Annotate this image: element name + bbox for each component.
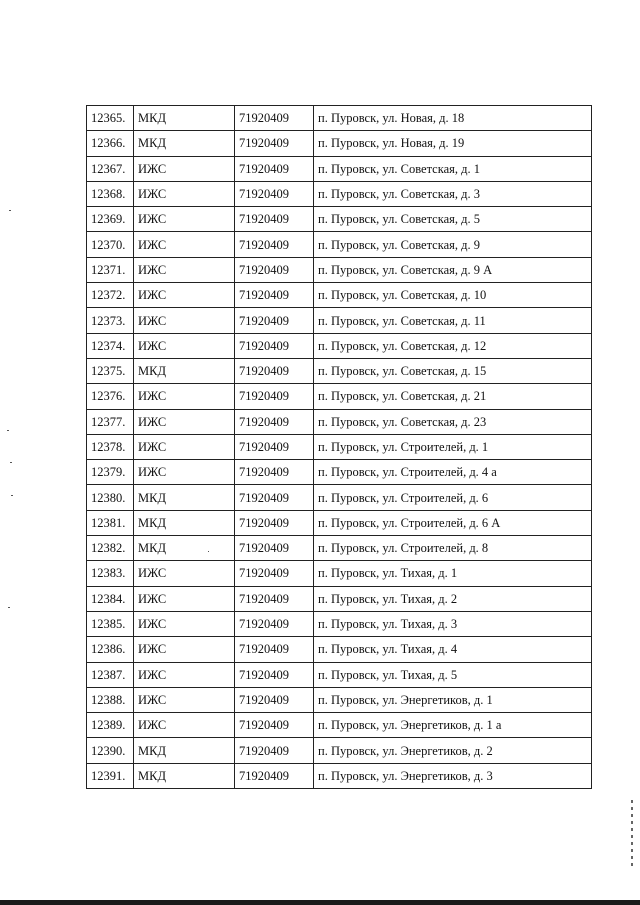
oktmo-code: 71920409 xyxy=(235,358,314,383)
address: п. Пуровск, ул. Советская, д. 15 xyxy=(314,358,592,383)
table-row xyxy=(87,232,592,257)
table-row xyxy=(87,662,592,687)
address: п. Пуровск, ул. Советская, д. 5 xyxy=(314,207,592,232)
address: п. Пуровск, ул. Строителей, д. 6 А xyxy=(314,510,592,535)
oktmo-code: 71920409 xyxy=(235,763,314,788)
address: п. Пуровск, ул. Советская, д. 9 А xyxy=(314,257,592,282)
table-row xyxy=(87,434,592,459)
oktmo-code: 71920409 xyxy=(235,460,314,485)
building-type: ИЖС xyxy=(134,611,235,636)
row-number: 12372. xyxy=(87,283,134,308)
oktmo-code: 71920409 xyxy=(235,156,314,181)
oktmo-code: 71920409 xyxy=(235,738,314,763)
address: п. Пуровск, ул. Энергетиков, д. 1 а xyxy=(314,713,592,738)
row-number: 12369. xyxy=(87,207,134,232)
row-number: 12374. xyxy=(87,333,134,358)
oktmo-code: 71920409 xyxy=(235,333,314,358)
row-number: 12379. xyxy=(87,460,134,485)
building-type: МКД xyxy=(134,763,235,788)
oktmo-code: 71920409 xyxy=(235,283,314,308)
row-number: 12378. xyxy=(87,434,134,459)
oktmo-code: 71920409 xyxy=(235,181,314,206)
table-row xyxy=(87,460,592,485)
oktmo-code: 71920409 xyxy=(235,106,314,131)
scan-speck xyxy=(8,607,10,608)
address-registry-table xyxy=(86,105,592,789)
row-number: 12376. xyxy=(87,384,134,409)
building-type: МКД xyxy=(134,738,235,763)
row-number: 12387. xyxy=(87,662,134,687)
building-type: ИЖС xyxy=(134,637,235,662)
table-row xyxy=(87,763,592,788)
address: п. Пуровск, ул. Энергетиков, д. 3 xyxy=(314,763,592,788)
table-row xyxy=(87,257,592,282)
building-type: ИЖС xyxy=(134,561,235,586)
row-number: 12375. xyxy=(87,358,134,383)
oktmo-code: 71920409 xyxy=(235,536,314,561)
building-type: МКД xyxy=(134,485,235,510)
scan-edge-mark xyxy=(631,800,633,870)
address: п. Пуровск, ул. Энергетиков, д. 2 xyxy=(314,738,592,763)
table-row xyxy=(87,384,592,409)
address: п. Пуровск, ул. Советская, д. 23 xyxy=(314,409,592,434)
row-number: 12365. xyxy=(87,106,134,131)
address: п. Пуровск, ул. Тихая, д. 3 xyxy=(314,611,592,636)
address: п. Пуровск, ул. Советская, д. 12 xyxy=(314,333,592,358)
table-row xyxy=(87,586,592,611)
address: п. Пуровск, ул. Новая, д. 18 xyxy=(314,106,592,131)
building-type: МКД xyxy=(134,106,235,131)
building-type: ИЖС xyxy=(134,460,235,485)
address: п. Пуровск, ул. Советская, д. 11 xyxy=(314,308,592,333)
scan-speck xyxy=(11,495,13,496)
row-number: 12391. xyxy=(87,763,134,788)
table-row xyxy=(87,687,592,712)
building-type: ИЖС xyxy=(134,207,235,232)
building-type: ИЖС xyxy=(134,283,235,308)
building-type: ИЖС xyxy=(134,333,235,358)
building-type: ИЖС xyxy=(134,181,235,206)
address: п. Пуровск, ул. Строителей, д. 6 xyxy=(314,485,592,510)
table-row xyxy=(87,156,592,181)
building-type: ИЖС xyxy=(134,713,235,738)
oktmo-code: 71920409 xyxy=(235,434,314,459)
oktmo-code: 71920409 xyxy=(235,409,314,434)
table-row xyxy=(87,283,592,308)
table-row xyxy=(87,333,592,358)
address: п. Пуровск, ул. Новая, д. 19 xyxy=(314,131,592,156)
address: п. Пуровск, ул. Тихая, д. 2 xyxy=(314,586,592,611)
address: п. Пуровск, ул. Советская, д. 10 xyxy=(314,283,592,308)
row-number: 12373. xyxy=(87,308,134,333)
building-type: ИЖС xyxy=(134,687,235,712)
row-number: 12370. xyxy=(87,232,134,257)
address: п. Пуровск, ул. Советская, д. 21 xyxy=(314,384,592,409)
row-number: 12384. xyxy=(87,586,134,611)
building-type: МКД xyxy=(134,510,235,535)
oktmo-code: 71920409 xyxy=(235,713,314,738)
scan-speck xyxy=(7,430,9,431)
row-number: 12368. xyxy=(87,181,134,206)
building-type: ИЖС xyxy=(134,384,235,409)
scan-bottom-edge xyxy=(0,900,640,905)
table-row xyxy=(87,106,592,131)
oktmo-code: 71920409 xyxy=(235,485,314,510)
building-type: МКД xyxy=(134,131,235,156)
building-type: ИЖС xyxy=(134,434,235,459)
address: п. Пуровск, ул. Тихая, д. 1 xyxy=(314,561,592,586)
building-type: ИЖС xyxy=(134,586,235,611)
row-number: 12385. xyxy=(87,611,134,636)
building-type: ИЖС xyxy=(134,232,235,257)
oktmo-code: 71920409 xyxy=(235,207,314,232)
address: п. Пуровск, ул. Строителей, д. 8 xyxy=(314,536,592,561)
oktmo-code: 71920409 xyxy=(235,611,314,636)
table-row xyxy=(87,308,592,333)
address: п. Пуровск, ул. Тихая, д. 4 xyxy=(314,637,592,662)
table-row xyxy=(87,485,592,510)
row-number: 12366. xyxy=(87,131,134,156)
building-type: МКД xyxy=(134,536,235,561)
address: п. Пуровск, ул. Строителей, д. 4 а xyxy=(314,460,592,485)
oktmo-code: 71920409 xyxy=(235,561,314,586)
oktmo-code: 71920409 xyxy=(235,232,314,257)
oktmo-code: 71920409 xyxy=(235,510,314,535)
row-number: 12389. xyxy=(87,713,134,738)
row-number: 12386. xyxy=(87,637,134,662)
registry-table-body xyxy=(87,106,592,789)
oktmo-code: 71920409 xyxy=(235,687,314,712)
address: п. Пуровск, ул. Советская, д. 3 xyxy=(314,181,592,206)
table-row xyxy=(87,409,592,434)
oktmo-code: 71920409 xyxy=(235,308,314,333)
table-row xyxy=(87,713,592,738)
table-row xyxy=(87,738,592,763)
row-number: 12380. xyxy=(87,485,134,510)
building-type: ИЖС xyxy=(134,308,235,333)
table-row xyxy=(87,637,592,662)
row-number: 12382. xyxy=(87,536,134,561)
row-number: 12381. xyxy=(87,510,134,535)
oktmo-code: 71920409 xyxy=(235,637,314,662)
row-number: 12388. xyxy=(87,687,134,712)
building-type: МКД xyxy=(134,358,235,383)
building-type: ИЖС xyxy=(134,409,235,434)
row-number: 12383. xyxy=(87,561,134,586)
address: п. Пуровск, ул. Энергетиков, д. 1 xyxy=(314,687,592,712)
table-row xyxy=(87,510,592,535)
row-number: 12371. xyxy=(87,257,134,282)
address: п. Пуровск, ул. Тихая, д. 5 xyxy=(314,662,592,687)
row-number: 12390. xyxy=(87,738,134,763)
address: п. Пуровск, ул. Советская, д. 1 xyxy=(314,156,592,181)
address: п. Пуровск, ул. Строителей, д. 1 xyxy=(314,434,592,459)
table-row xyxy=(87,561,592,586)
table-row xyxy=(87,207,592,232)
building-type: ИЖС xyxy=(134,257,235,282)
address: п. Пуровск, ул. Советская, д. 9 xyxy=(314,232,592,257)
oktmo-code: 71920409 xyxy=(235,257,314,282)
row-number: 12377. xyxy=(87,409,134,434)
scan-speck xyxy=(9,210,11,211)
table-row xyxy=(87,131,592,156)
building-type: ИЖС xyxy=(134,156,235,181)
row-number: 12367. xyxy=(87,156,134,181)
oktmo-code: 71920409 xyxy=(235,384,314,409)
table-row xyxy=(87,611,592,636)
oktmo-code: 71920409 xyxy=(235,662,314,687)
oktmo-code: 71920409 xyxy=(235,131,314,156)
table-row xyxy=(87,181,592,206)
oktmo-code: 71920409 xyxy=(235,586,314,611)
table-row xyxy=(87,536,592,561)
building-type: ИЖС xyxy=(134,662,235,687)
table-row xyxy=(87,358,592,383)
scan-speck xyxy=(10,462,12,463)
